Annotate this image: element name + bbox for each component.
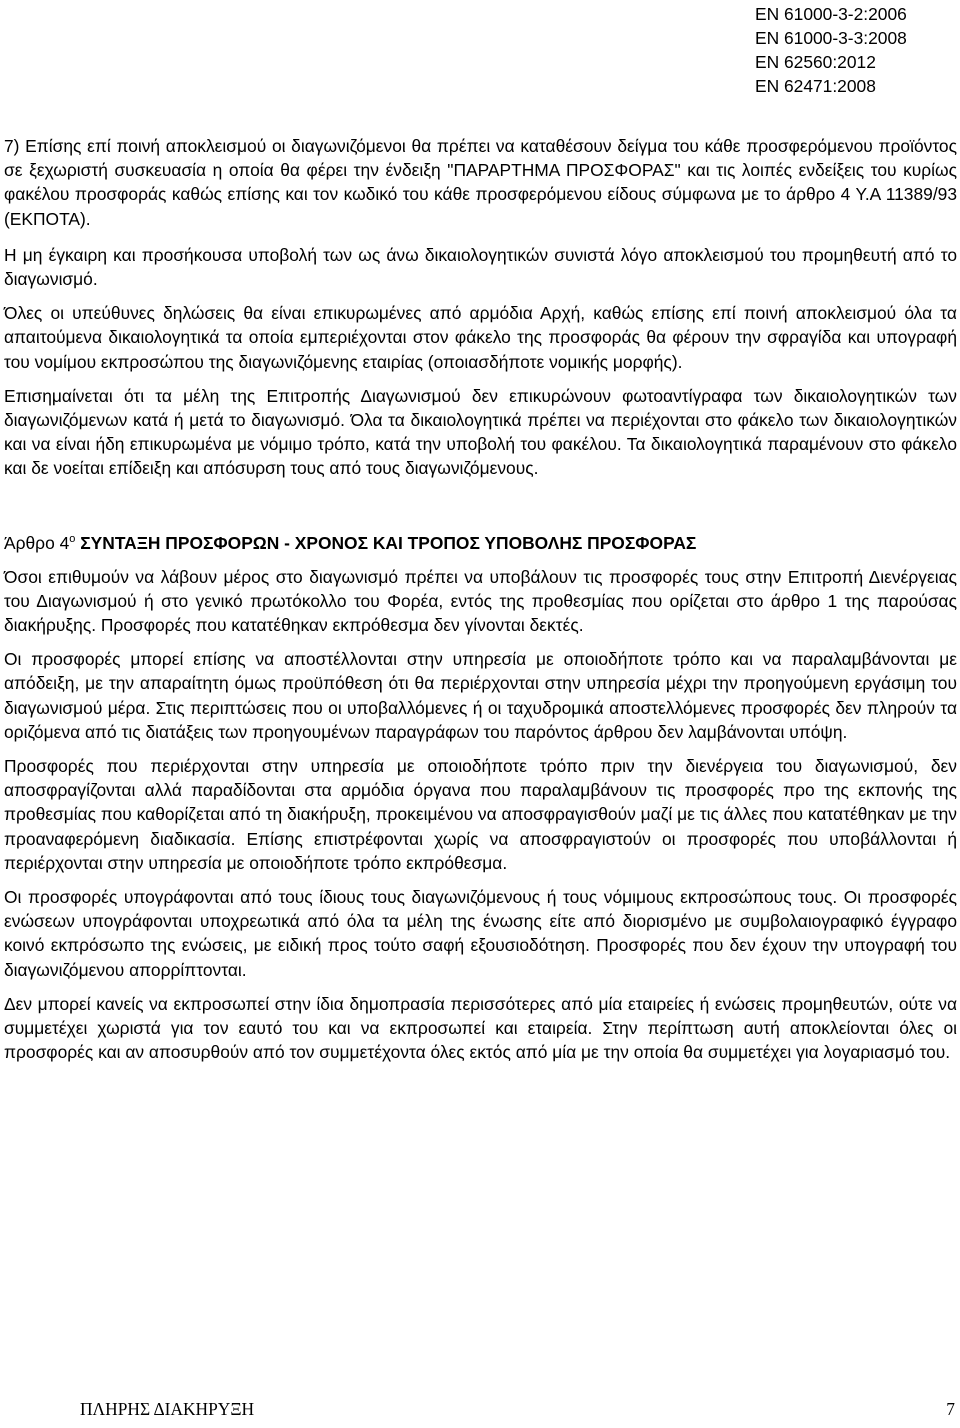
paragraph-signatures: Οι προσφορές υπογράφονται από τους ίδιους τους διαγωνιζόμενους ή τους νόμιμους εκπροσώπους τους. Οι προσφορές ενώσεων υπογράφονται υποχρεωτικά από όλα τα μέλη της ένωσης είτε από διορισμένο με συμβολαιογραφικό έγγραφο κοινό εκπρόσωπο της ενώσεις, με ειδική προς τούτο σαφή εξουσιοδότηση. Προσφορές που δεν έχουν την υπογραφή του διαγωνιζόμενου απορρίπτονται. xyxy=(4,887,957,980)
article-number xyxy=(4,533,75,553)
paragraph-certification: Επισημαίνεται ότι τα μέλη της Επιτροπής Διαγωνισμού δεν επικυρώνουν φωτοαντίγραφα των δικαιολογητικών των διαγωνιζόμενων κατά ή μετά το διαγωνισμό. Όλα τα δικαιολογητικά πρέπει να περιέχονται στο φάκελο των δικαιολογητικών και να είναι ήδη επικυρωμένα με νόμιμο τρόπο, κατά την υποβολή του φακέλου. Τα δικαιολογητικά παραμένουν στο φάκελο και δε νοείται επίδειξη και απόσυρση τους από τους διαγωνιζόμενους. xyxy=(4,385,957,479)
paragraph-mailing: Οι προσφορές μπορεί επίσης να αποστέλλονται στην υπηρεσία με οποιοδήποτε τρόπο και να παραλαμβάνονται με απόδειξη, με την απαραίτητη όμως προϋπόθεση ότι θα περιέρχονται στην υπηρεσία μέχρι την προηγούμενη εργάσιμη του διαγωνισμού μέρα. Στις περιπτώσεις που οι υποβαλλόμενες ή οι ταχυδρομικά αποστελλόμενες προσφορές δεν πληρούν τα οριζόμενα από τις διατάξεις των προηγουμένων παραγράφων του παρόντος άρθρου δεν λαμβάνονται υπόψη. xyxy=(4,649,957,742)
paragraph-declarations: Όλες οι υπεύθυνες δηλώσεις θα είναι επικυρωμένες από αρμόδια Αρχή, καθώς επίσης επί ποινή αποκλεισμού όλα τα απαιτούμενα δικαιολογητικά τα οποία εμπεριέχονται στον φάκελο της προσφοράς θα φέρουν την σφραγίδα και υπογραφή του νομίμου εκπροσώπου της διαγωνιζόμενης εταιρίας (οποιασδήποτε νομικής μορφής). xyxy=(4,303,957,372)
article-title: ΣΥΝΤΑΞΗ ΠΡΟΣΦΟΡΩΝ - ΧΡΟΝΟΣ ΚΑΙ ΤΡΟΠΟΣ ΥΠΟΒΟΛΗΣ ΠΡΟΣΦΟΡΑΣ xyxy=(80,532,697,553)
footer-label: ΠΛΗΡΗΣ ΔΙΑΚΗΡΥΞΗ xyxy=(80,1399,255,1419)
paragraph-exclusion: Η μη έγκαιρη και προσήκουσα υποβολή των ως άνω δικαιολογητικών συνιστά λόγο αποκλεισμού του προμηθευτή από το διαγωνισμό. xyxy=(4,244,957,290)
paragraph-sample-requirement: 7) Επίσης επί ποινή αποκλεισμού οι διαγωνιζόμενοι θα πρέπει να καταθέσουν δείγμα του κάθε προσφερόμενου προϊόντος σε ξεχωριστή συσκευασία η οποία θα φέρει την ένδειξη "ΠΑΡΑΡΤΗΜΑ ΠΡΟΣΦΟΡΑΣ" και τις λοιπές ενδείξεις του κυρίως φακέλου προσφοράς καθώς επίσης και τον κωδικό του κάθε προσφερόμενου είδους σύμφωνα με το άρθρο 4 Υ.Α 11389/93 (ΕΚΠΟΤΑ). xyxy=(4,136,957,229)
article-prefix: Άρθρο 4 xyxy=(4,532,70,553)
paragraph-early-offers: Προσφορές που περιέρχονται στην υπηρεσία με οποιοδήποτε τρόπο πριν την διενέργεια του διαγωνισμού, δεν αποσφραγίζονται αλλά παραδίδονται στα αρμόδια όργανα που παραλαμβάνουν τις προσφορές προ της εκπονής της προθεσμίας που καθορίζεται από τη διακήρυξη, προκειμένου να αποσφραγισθούν μαζί με τις άλλες που κατατέθηκαν με την προαναφερόμενη διαδικασία. Επίσης επιστρέφονται χωρίς να αποσφραγιστούν οι προσφορές που υποβάλλονται ή περιέρχονται στην υπηρεσία με οποιοδήποτε τρόπο εκπρόθεσμα. xyxy=(4,756,957,873)
paragraph-submission: Όσοι επιθυμούν να λάβουν μέρος στο διαγωνισμό πρέπει να υποβάλουν τις προσφορές τους στην Επιτροπή Διενέργειας του Διαγωνισμού ή στο γενικό πρωτόκολλο του Φορέα, εντός της προθεσμίας που ορίζεται στο άρθρο 1 της παρούσας διακήρυξης. Προσφορές που κατατέθηκαν εκπρόθεσμα δεν γίνονται δεκτές. xyxy=(4,566,957,636)
standards-list xyxy=(755,2,945,98)
standard-line: EN 62560:2012 xyxy=(755,52,876,72)
page-footer xyxy=(80,1399,955,1420)
standard-line: EN 61000-3-3:2008 xyxy=(755,28,907,48)
page-number: 7 xyxy=(946,1399,955,1419)
article-ordinal: ο xyxy=(69,532,76,545)
standard-line: EN 62471:2008 xyxy=(755,76,876,96)
document-body xyxy=(4,134,957,1065)
paragraph-representation: Δεν μπορεί κανείς να εκπροσωπεί στην ίδια δημοπρασία περισσότερες από μία εταιρείες ή ενώσεις προμηθευτών, ούτε να συμμετέχει χωριστά για τον εαυτό του και να εκπροσωπεί και εταιρεία. Στην περίπτωση αυτή αποκλείονται όλες οι προσφορές και αν αποσυρθούν από τον συμμετέχοντα όλες εκτός από μία με την οποία θα συμμετέχει για λογαριασμό του. xyxy=(4,993,957,1063)
article-heading xyxy=(4,531,957,555)
standard-line: EN 61000-3-2:2006 xyxy=(755,4,907,24)
